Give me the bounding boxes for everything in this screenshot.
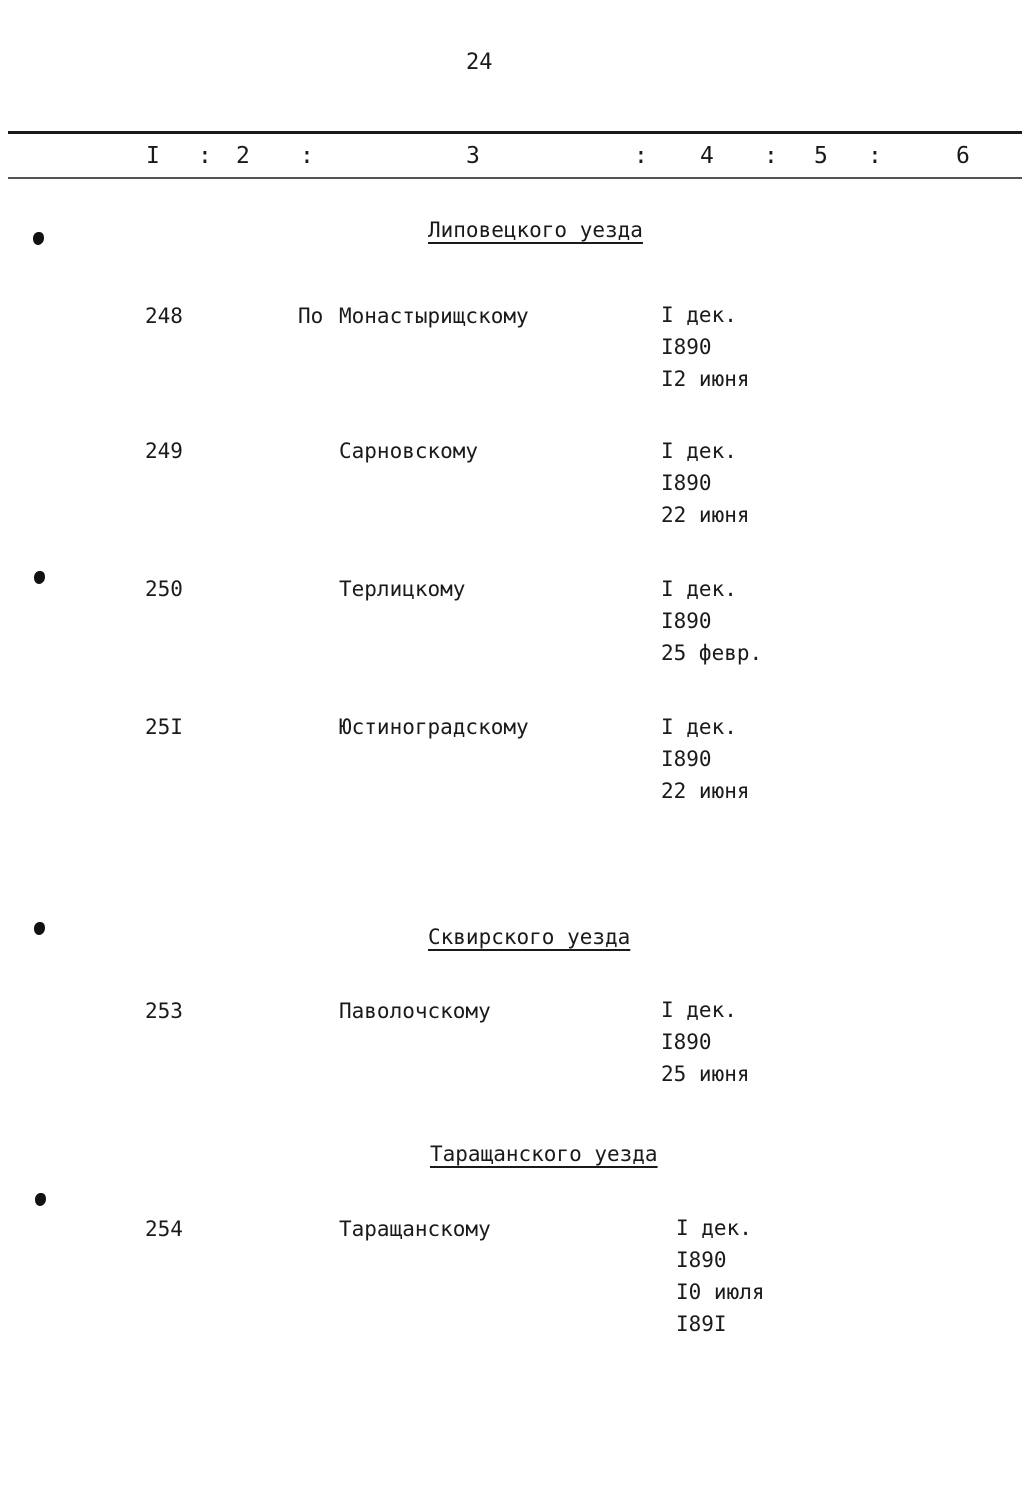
column-header-3: 3 xyxy=(466,143,480,169)
row-number: 249 xyxy=(145,439,183,463)
row-date-line: I890 xyxy=(661,609,712,633)
row-number: 250 xyxy=(145,577,183,601)
column-header-6: 6 xyxy=(956,143,970,169)
row-name: Таращанскому xyxy=(339,1217,491,1241)
column-separator: : xyxy=(300,143,314,169)
row-date-line: I890 xyxy=(676,1248,727,1272)
row-date xyxy=(661,711,750,807)
row-date-line: I0 июля xyxy=(676,1280,765,1304)
table-header-rule xyxy=(8,177,1022,179)
row-name: Терлицкому xyxy=(339,577,466,601)
row-number: 253 xyxy=(145,999,183,1023)
row-prefix: По xyxy=(298,304,324,328)
column-header-5: 5 xyxy=(814,143,828,169)
column-separator: : xyxy=(634,143,648,169)
punch-hole-mark xyxy=(34,922,45,935)
row-date-line: I дек. xyxy=(661,715,737,739)
row-date-line: I890 xyxy=(661,471,712,495)
row-date-line: I дек. xyxy=(661,303,737,327)
row-date-line: I89I xyxy=(676,1312,727,1336)
column-separator: : xyxy=(198,143,212,169)
column-header-1: I xyxy=(146,143,160,169)
section-title: Таращанского уезда xyxy=(430,1142,658,1166)
row-date xyxy=(661,573,762,669)
row-date xyxy=(661,994,750,1090)
row-name: Юстиноградскому xyxy=(339,715,529,739)
row-date-line: I2 июня xyxy=(661,367,750,391)
column-separator: : xyxy=(868,143,882,169)
page-number: 24 xyxy=(466,50,493,75)
column-header-2: 2 xyxy=(236,143,250,169)
row-number: 25I xyxy=(145,715,183,739)
table-top-rule xyxy=(8,131,1022,134)
row-name: Паволочскому xyxy=(339,999,491,1023)
row-date-line: I890 xyxy=(661,1030,712,1054)
row-number: 254 xyxy=(145,1217,183,1241)
section-title: Липовецкого уезда xyxy=(428,218,643,242)
row-date-line: I дек. xyxy=(676,1216,752,1240)
punch-hole-mark xyxy=(34,571,45,584)
punch-hole-mark xyxy=(33,232,44,245)
row-date-line: I дек. xyxy=(661,439,737,463)
punch-hole-mark xyxy=(35,1193,46,1206)
row-date-line: 22 июня xyxy=(661,503,750,527)
row-date-line: I дек. xyxy=(661,577,737,601)
row-date-line: 22 июня xyxy=(661,779,750,803)
section-title: Сквирского уезда xyxy=(428,925,631,949)
row-date-line: 25 февр. xyxy=(661,641,763,665)
row-number: 248 xyxy=(145,304,183,328)
row-date xyxy=(661,435,750,531)
row-date-line: I890 xyxy=(661,335,712,359)
row-date xyxy=(661,299,750,395)
row-date xyxy=(676,1212,765,1340)
row-name: Монастырищскому xyxy=(339,304,529,328)
row-name: Сарновскому xyxy=(339,439,479,463)
row-date-line: I дек. xyxy=(661,998,737,1022)
column-separator: : xyxy=(764,143,778,169)
row-date-line: 25 июня xyxy=(661,1062,750,1086)
column-header-4: 4 xyxy=(700,143,714,169)
row-date-line: I890 xyxy=(661,747,712,771)
